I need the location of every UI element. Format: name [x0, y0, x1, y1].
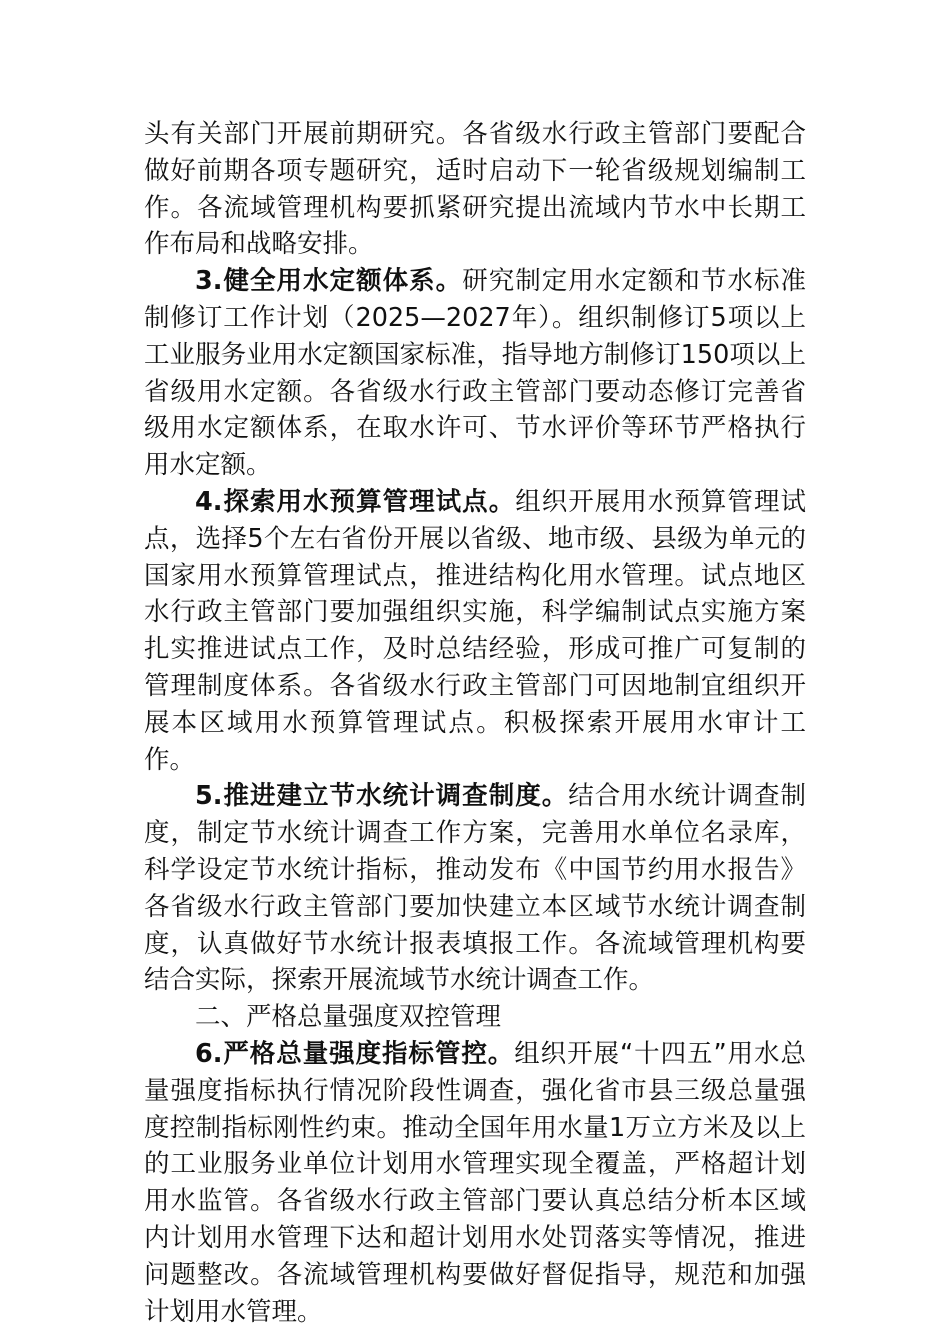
paragraph-text: 组织开展“十四五”用水总量强度指标执行情况阶段性调查，强化省市县三级总量强度控制指标刚性约束。推动全国年用水量1万立方米及以上的工业服务业单位计划用水管理实现全覆盖，严格超计划用水监管。各省级水行政主管部门要认真总结分析本区域内计划用水管理下达和超计划用水处罚落实等情况，推进问题整改。各流域管理机构要做好督促指导，规范和加强计划用水管理。	[144, 1038, 806, 1327]
section-heading: 二、严格总量强度双控管理	[195, 1002, 502, 1033]
paragraph-water-quota-system	[144, 263, 806, 484]
paragraph-lead-heading: 5.推进建立节水统计调查制度。	[195, 781, 569, 812]
paragraph-text: 结合用水统计调查制度，制定节水统计调查工作方案，完善用水单位名录库，科学设定节水统计指标，推动发布《中国节约用水报告》各省级水行政主管部门要加快建立本区域节水统计调查制度，认真做好节水统计报表填报工作。各流域管理机构要结合实际，探索开展流域节水统计调查工作。	[144, 781, 806, 996]
paragraph-text: 研究制定用水定额和节水标准制修订工作计划（2025—2027年）。组织制修订5项以上工业服务业用水定额国家标准，指导地方制修订150项以上省级用水定额。各省级水行政主管部门要动态修订完善省级用水定额体系，在取水许可、节水评价等环节严格执行用水定额。	[144, 266, 806, 481]
paragraph-planning-continuation	[144, 116, 806, 263]
paragraph-water-budget-pilot	[144, 484, 806, 778]
paragraph-total-intensity-control	[144, 1036, 806, 1330]
paragraph-text: 组织开展用水预算管理试点，选择5个左右省份开展以省级、地市级、县级为单元的国家用水预算管理试点，推进结构化用水管理。试点地区水行政主管部门要加强组织实施，科学编制试点实施方案扎实推进试点工作，及时总结经验，形成可推广可复制的管理制度体系。各省级水行政主管部门可因地制宜组织开展本区域用水预算管理试点。积极探索开展用水审计工作。	[144, 486, 806, 775]
paragraph-water-saving-statistics	[144, 778, 806, 999]
paragraph-lead-heading: 4.探索用水预算管理试点。	[195, 486, 516, 517]
paragraph-lead-heading: 3.健全用水定额体系。	[195, 266, 463, 297]
paragraph-lead-heading: 6.严格总量强度指标管控。	[195, 1038, 515, 1069]
paragraph-text: 头有关部门开展前期研究。各省级水行政主管部门要配合做好前期各项专题研究，适时启动下一轮省级规划编制工作。各流域管理机构要抓紧研究提出流域内节水中长期工作布局和战略安排。	[144, 119, 806, 260]
document-body	[144, 116, 806, 1330]
